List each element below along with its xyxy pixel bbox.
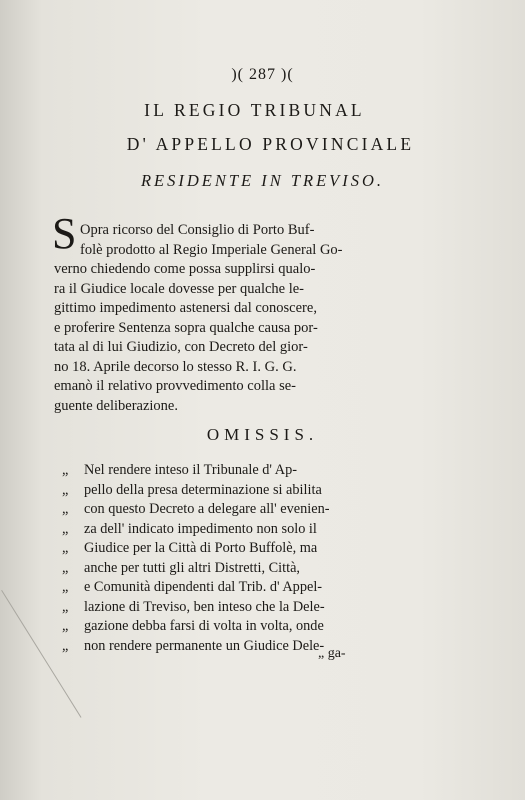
quote-line [62, 617, 330, 637]
paragraph-line: guente deliberazione. [54, 397, 178, 414]
paragraph-line: no 18. Aprile decorso lo stesso R. I. G. G. [54, 358, 297, 375]
quote-text: gazione debba farsi di volta in volta, onde [84, 618, 324, 634]
quote-line [62, 461, 330, 481]
quote-line [62, 559, 330, 579]
quote-line [62, 481, 330, 501]
quote-text: non rendere permanente un Giudice Dele- [84, 637, 325, 654]
catchword: „ ga- [318, 646, 346, 661]
paragraph-line: tata al di lui Giudizio, con Decreto del gior- [54, 339, 308, 355]
omissis-heading: OMISSIS. [206, 425, 319, 444]
paragraph-line: ra il Giudice locale dovesse per qualche le- [54, 280, 305, 297]
heading-line-1: IL REGIO TRIBUNAL [144, 100, 365, 120]
quote-text: e Comunità dipendenti dal Trib. d' Appel- [84, 579, 323, 595]
quote-mark: „ [62, 520, 69, 537]
quote-mark: „ [62, 481, 69, 498]
page-number: )( 287 )( [231, 66, 294, 83]
paragraph-line: verno chiedendo come possa supplirsi qualo- [54, 261, 316, 277]
quote-mark: „ [62, 618, 69, 634]
quote-text: pello della presa determinazione si abilita [84, 481, 322, 498]
paragraph-line: folè prodotto al Regio Imperiale General Go- [80, 241, 343, 258]
quote-line [62, 578, 330, 598]
quote-line [62, 520, 330, 540]
heading-line-2: D' APPELLO PROVINCIALE [126, 134, 415, 154]
quote-text: con questo Decreto a delegare all' evenien- [84, 501, 330, 517]
quote-mark: „ [62, 598, 69, 615]
paragraph-line: Opra ricorso del Consiglio di Porto Buf- [80, 222, 315, 238]
quote-mark: „ [62, 637, 69, 654]
quote-line [62, 500, 330, 520]
quote-text: lazione di Treviso, ben inteso che la Dele- [84, 598, 325, 615]
heading-line-3: RESIDENTE IN TREVISO. [140, 171, 385, 190]
body-paragraph [54, 221, 384, 416]
quote-text: Giudice per la Città di Porto Buffolè, ma [84, 540, 318, 556]
quote-mark: „ [62, 579, 69, 595]
quote-text: za dell' indicato impedimento non solo il [84, 520, 317, 537]
quote-line [62, 637, 330, 657]
quote-mark: „ [62, 540, 69, 556]
quote-text: anche per tutti gli altri Distretti, Città, [84, 559, 300, 576]
quote-mark: „ [62, 462, 69, 478]
quote-line [62, 598, 330, 618]
quote-mark: „ [62, 559, 69, 576]
quote-mark: „ [62, 501, 69, 517]
paragraph-line: emanò il relativo provvedimento colla se- [54, 378, 296, 394]
paragraph-line: gittimo impedimento astenersi dal conoscere, [54, 300, 317, 316]
paragraph-line: e proferire Sentenza sopra qualche causa por- [54, 319, 318, 336]
quote-line [62, 539, 330, 559]
quote-text: Nel rendere inteso il Tribunale d' Ap- [84, 462, 298, 478]
quoted-decree [62, 461, 330, 656]
drop-capital: S [52, 209, 77, 258]
